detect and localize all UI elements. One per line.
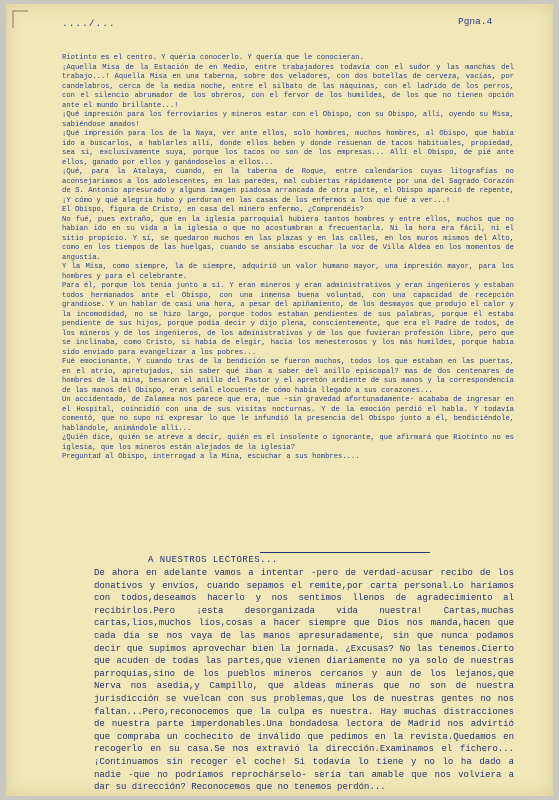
article-paragraph: ¡Aquella Misa de la Estación de en Medio, entre trabajadores todavía con el sudor y las manchas del trabajo...! Aquella Misa en una taberna, sobre dos veladores, con dos botellas de cerveza, vacías, por candelabros, cerca de la media noche, entre el silbato de las máquinas, con el ladrido de los perros, con el silencio abrumador de los obreros, con el fervor de los humildes, de los que no tienen opción ante el mundo brillante...! [62,63,514,110]
article-paragraph: Fué emocionante. Y cuando tras de la bendición se fueron muchos, todos los que estaban en las puertas, en el atrio, apretujados, sin saber qué iban a saber del anillo episcopal? mas de dos centenares de hombres de la mina, besaron el anillo del Pastor y el apretón ardiente de sus manos y la correspondencia de las manos del Obispo, eran señal elocuente de cómo había llegado a sus corazones... [62,358,514,395]
article-paragraph: Un accidentado, de Zalamea nos parece que era, que -sin gravedad afortunadamente- acababa de ingresar en el Hospital, coincidió con una de sus visitas nocturnas. Y de la emoción perdió el habla. Y todavía comentó, que no supo ni expresar lo que le infundió la presencia del Obispo junto a él, bendiciéndole, hablándole, animándole allí... [62,396,514,433]
continuation-marker: ..../... [62,18,116,29]
readers-section-title: A NUESTROS LECTORES... [148,555,278,565]
article-paragraph: Para él, porque los tenía junto a sí. Y eran mineros y eran administrativos y eran ingenieros y estaban todos hermanados ante el Obispo, con una inmensa buena voluntad, con una capacidad de recepción grandiose. Y un hablar de casi una hora, a pesar del apiñamiento, de los desmayos que produjo el calor y la incomodidad, no se hizo largo, porque todos estaban pendientes de sus palabras, porque él estaba pendiente de sus hijos, porque podía decir y dijo plena, conscientemente, que era el Padre de todos, de los mineros y de los ingenieros, de los administrativos y de los que fuvieran profesión libre, pero que se inclinaba, como Cristo, si había de elegir, hacia los menesterosos y los más humildes, porque había sido enviado para evangelizar a los pobres... [62,282,514,357]
main-article [62,54,514,463]
page-number: Pgna.4 [458,16,493,27]
article-paragraph: ¡Qué impresión para los ferroviarios y mineros estar con el Obispo, con su Obispo, allí, oyendo su Misa, sabiéndose amados! [62,111,514,129]
article-paragraph: Y la Misa, como siempre, la de siempre, adquirió un valor humano mayor, una impresión mayor, para los hombres y para el celebrante. [62,263,514,281]
document-page [6,4,553,796]
article-paragraph: Riotinto es el centro. Y quería conocerlo. Y quería que le conocieran. [62,54,364,62]
archive-stamp-watermark [426,729,516,769]
article-paragraph: El Obispo, figura de Cristo, en casa del minero enfermo. ¿Comprendéis? [62,206,364,214]
section-divider [260,552,430,553]
article-paragraph: ¡Qué impresión para los de la Naya, ver ante ellos, solo hombres, muchos hombres, al Obispo, que había ido a buscarlos, a hablarles allí, donde ellos beben y donde resuenan de tacos habituales, propiedad, sea sí, exclusivamente suya, porque los tacos no son de los empresas... Allí el Obispo, de pié ante ellos, ganado por ellos y ganándoselos a ellos... [62,130,514,167]
article-paragraph: ¡Qué, para la Atalaya, cuando, en la taberna de Roque, entre calendarios cuyas litografías no aconsejaríamos a los adolescentes, en las paredes, mal cubiertas rápidamente por una del Sagrado Corazón de S. Antonio apresurado y alguna imagen piadosa arrancada de otra parte, el Obispo apareció de repente, ¡Y cómo y qué alegría hubo y perduran en las casas de los enfermos a los que fué a ver...! [62,168,514,205]
article-paragraph: ¿Quién dice, quién se atreve a decir, quién es el insolente o ignorante, que afirmará que Riotinto no es iglesia, que los mineros están alejados de la iglesia? [62,434,514,452]
readers-section-text: De ahora en adelante vamos a intentar -pero de verdad-acusar recibo de los donativos y envíos, cuando sepamos el remite,por carta personal.Lo haríamos con todos,deseamos hacerlo y nos sentimos llenos de agradecimiento al recibirlos.Pero ¡esta desorganizada vida nuestra! Cartas,muchas cartas,líos,muchos líos,cosas a hacer siempre que Dios nos manda,hacen que cada día se nos vaya de las manos apresuradamente, sin que nunca podamos decir que supimos aprovechar bien la jornada. ¿Excusas? No las tenemos.Cierto que acuden de todas las partes,que vienen diariamente no ya solo de nuestras parroquias,sino de los pueblos mineros cercanos y aun de los lejanos,que Nerva nos asedia,y Campillo, que aldeas mineras que no son de nuestra jurisdicción se vuelcan con sus problemas,que los de nuestras gentes no nos faltan...Pero,reconocemos que la culpa es nuestra. Hay muchas distracciones de nuestra parte imperdonables.Una bondadosa lectora de Madrid nos advirtió que compraba un cochecito de inválido que pedimos en la revista.Quedamos en recogerlo en su casa.Se nos extravió la dirección.Examinamos el fichero... ¡Continuamos sin recoger el coche! Si todavía lo tiene y no lo ha dado a nadie -que no podríamos reprochárselo- sería tan amable que nos volviera a dar su dirección? Reconocemos que no tenemos perdón... [94,568,514,793]
article-paragraph: Preguntad al Obispo, interrogad a la Mina, escuchar a sus hombres.... [62,453,360,461]
article-paragraph: No fué, pues extraño, que en la iglesia parroquial hubiera tantos hombres y entre ellos, muchos que no habían ido en su vida a la iglesia o que no acostumbran a frecuentarla. Ni la hora era fácil, ni el sitio propicio. Y sí, se quedaron muchos en las plazas y en las calles, en los muros mismos del Alto, como en los tiempos de las huelgas, cuando se ansiaba escuchar la voz de Villa Aldea en los momentos de angustia. [62,215,514,262]
punch-corner-mark [12,10,28,28]
